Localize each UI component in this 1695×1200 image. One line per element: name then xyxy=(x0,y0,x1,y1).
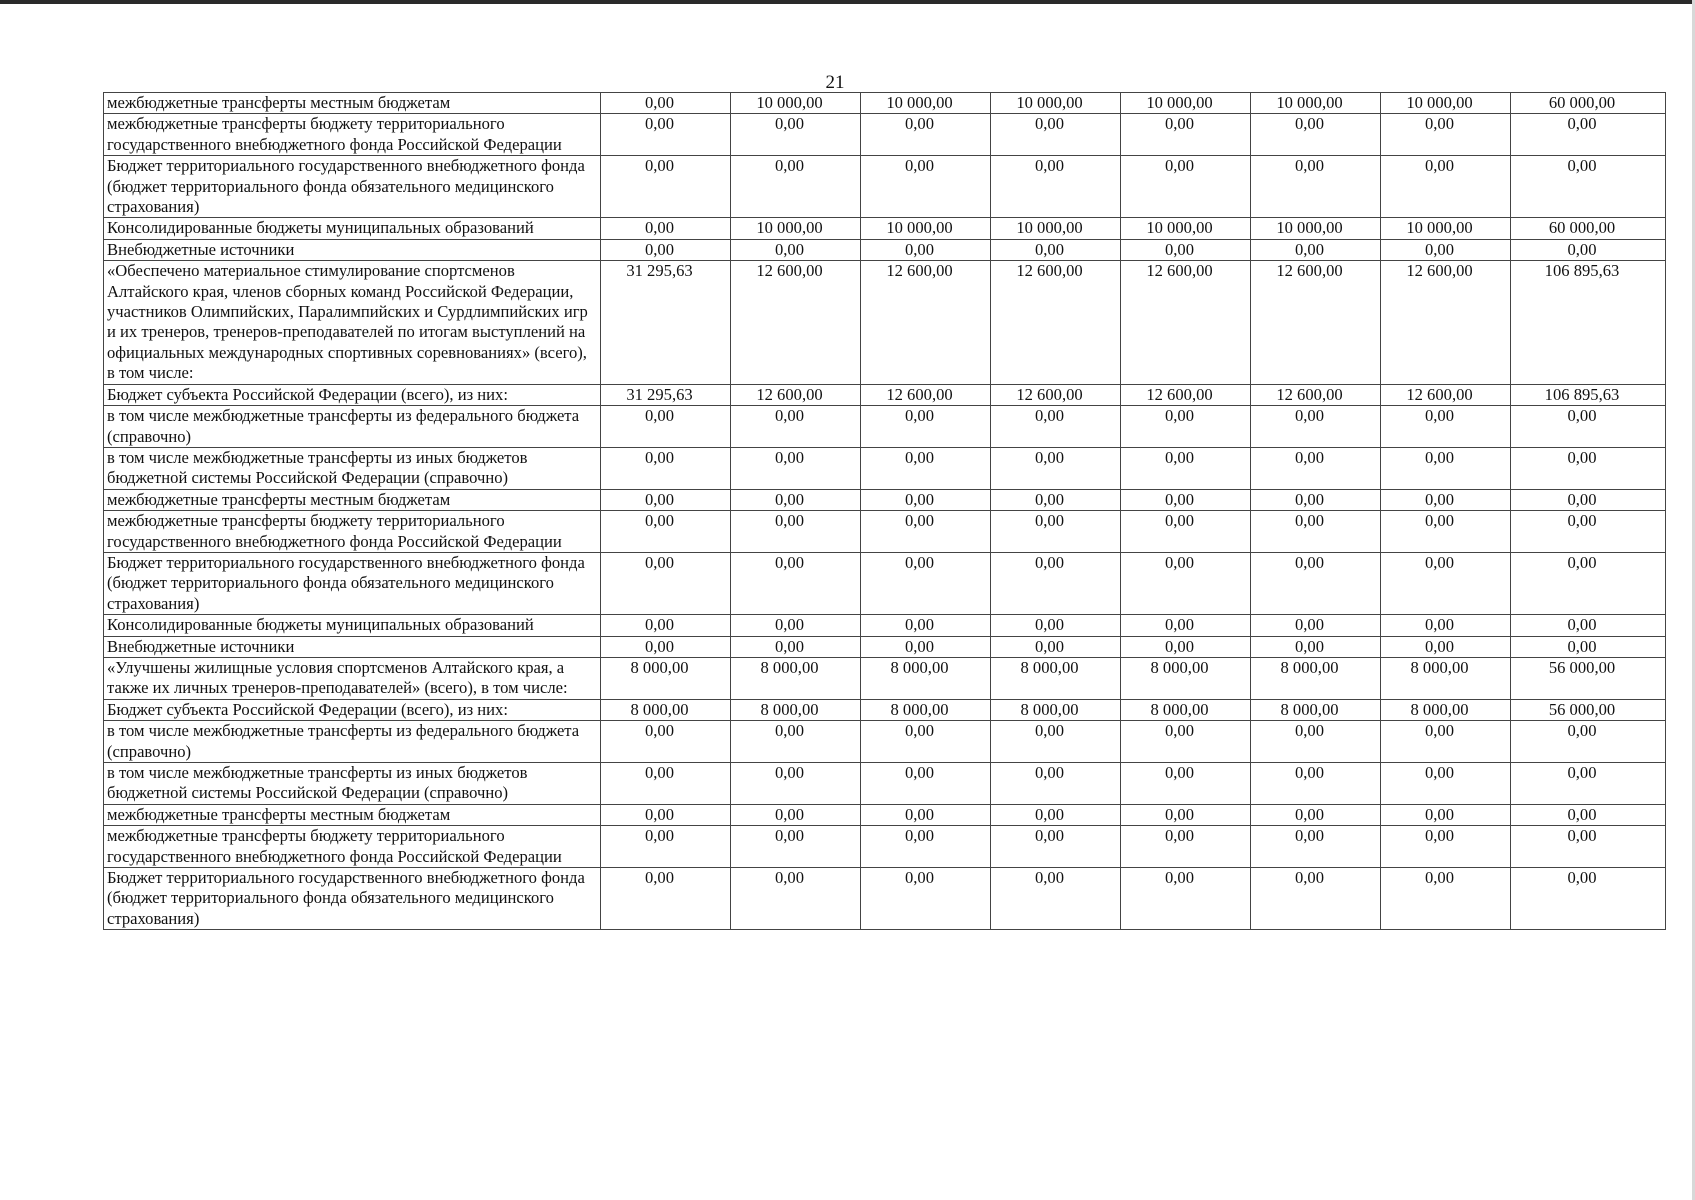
row-label: Внебюджетные источники xyxy=(104,239,601,260)
row-value-cell: 0,00 xyxy=(731,447,861,489)
row-value-cell: 0,00 xyxy=(1121,615,1251,636)
row-value-cell: 0,00 xyxy=(861,406,991,448)
row-value-cell: 0,00 xyxy=(991,511,1121,553)
row-value-cell: 10 000,00 xyxy=(1121,93,1251,114)
row-value-cell: 12 600,00 xyxy=(1121,384,1251,405)
table-row xyxy=(104,218,1666,239)
row-value-cell: 0,00 xyxy=(1381,489,1511,510)
row-value-cell: 0,00 xyxy=(1121,763,1251,805)
row-total-cell: 0,00 xyxy=(1511,114,1666,156)
row-value-cell: 0,00 xyxy=(1381,447,1511,489)
row-value-cell: 0,00 xyxy=(861,868,991,930)
row-label: «Обеспечено материальное стимулирование спортсменов Алтайского края, членов сборных команд Российской Федерации, участников Олимпийских, Паралимпийских и Сурдлимпийских игр и их тренеров, тренеров-преподавателей по итогам выступлений на официальных международных спортивных соревнованиях» (всего), в том числе: xyxy=(104,261,601,384)
row-value-cell: 0,00 xyxy=(1381,511,1511,553)
row-value-cell: 0,00 xyxy=(731,156,861,218)
row-label: в том числе межбюджетные трансферты из федерального бюджета (справочно) xyxy=(104,721,601,763)
row-value-cell: 0,00 xyxy=(861,615,991,636)
row-value-cell: 0,00 xyxy=(731,615,861,636)
row-total-cell: 0,00 xyxy=(1511,511,1666,553)
row-label: Консолидированные бюджеты муниципальных образований xyxy=(104,615,601,636)
row-value-cell: 0,00 xyxy=(991,239,1121,260)
row-value-cell: 0,00 xyxy=(1121,156,1251,218)
table-row xyxy=(104,156,1666,218)
row-value-cell: 0,00 xyxy=(1121,114,1251,156)
row-value-cell: 0,00 xyxy=(601,218,731,239)
row-total-cell: 0,00 xyxy=(1511,447,1666,489)
row-label: Бюджет территориального государственного внебюджетного фонда (бюджет территориального фонда обязательного медицинского страхования) xyxy=(104,552,601,614)
row-value-cell: 8 000,00 xyxy=(861,657,991,699)
table-row xyxy=(104,615,1666,636)
row-value-cell: 0,00 xyxy=(1381,763,1511,805)
row-value-cell: 0,00 xyxy=(601,489,731,510)
row-value-cell: 0,00 xyxy=(601,868,731,930)
row-value-cell: 0,00 xyxy=(1121,804,1251,825)
row-value-cell: 0,00 xyxy=(731,868,861,930)
table-row xyxy=(104,826,1666,868)
table-row xyxy=(104,763,1666,805)
row-value-cell: 12 600,00 xyxy=(1251,384,1381,405)
row-value-cell: 0,00 xyxy=(861,826,991,868)
row-value-cell: 0,00 xyxy=(601,721,731,763)
row-total-cell: 0,00 xyxy=(1511,763,1666,805)
row-value-cell: 0,00 xyxy=(1251,406,1381,448)
row-value-cell: 0,00 xyxy=(731,239,861,260)
row-value-cell: 0,00 xyxy=(861,114,991,156)
row-value-cell: 0,00 xyxy=(1381,868,1511,930)
row-label: в том числе межбюджетные трансферты из иных бюджетов бюджетной системы Российской Федерации (справочно) xyxy=(104,447,601,489)
row-value-cell: 10 000,00 xyxy=(1251,93,1381,114)
row-value-cell: 0,00 xyxy=(991,615,1121,636)
budget-table xyxy=(103,92,1666,930)
row-value-cell: 0,00 xyxy=(1381,239,1511,260)
table-row xyxy=(104,447,1666,489)
row-value-cell: 8 000,00 xyxy=(861,699,991,720)
row-value-cell: 12 600,00 xyxy=(1121,261,1251,384)
row-total-cell: 56 000,00 xyxy=(1511,699,1666,720)
row-value-cell: 8 000,00 xyxy=(1121,699,1251,720)
row-value-cell: 10 000,00 xyxy=(861,93,991,114)
row-value-cell: 0,00 xyxy=(1251,763,1381,805)
row-value-cell: 10 000,00 xyxy=(731,93,861,114)
row-label: межбюджетные трансферты бюджету территориального государственного внебюджетного фонда Российской Федерации xyxy=(104,114,601,156)
row-value-cell: 0,00 xyxy=(1251,868,1381,930)
table-row xyxy=(104,114,1666,156)
row-value-cell: 0,00 xyxy=(601,511,731,553)
row-value-cell: 0,00 xyxy=(991,406,1121,448)
row-value-cell: 0,00 xyxy=(1251,721,1381,763)
table-row xyxy=(104,699,1666,720)
table-row xyxy=(104,511,1666,553)
table-row xyxy=(104,93,1666,114)
row-value-cell: 0,00 xyxy=(731,114,861,156)
row-total-cell: 0,00 xyxy=(1511,636,1666,657)
row-label: межбюджетные трансферты местным бюджетам xyxy=(104,93,601,114)
row-label: межбюджетные трансферты местным бюджетам xyxy=(104,804,601,825)
row-value-cell: 0,00 xyxy=(1121,489,1251,510)
row-total-cell: 0,00 xyxy=(1511,615,1666,636)
row-value-cell: 0,00 xyxy=(1251,447,1381,489)
row-value-cell: 0,00 xyxy=(601,156,731,218)
row-value-cell: 0,00 xyxy=(731,826,861,868)
row-value-cell: 10 000,00 xyxy=(1381,93,1511,114)
row-value-cell: 0,00 xyxy=(1381,552,1511,614)
table-row xyxy=(104,384,1666,405)
row-value-cell: 0,00 xyxy=(601,804,731,825)
row-value-cell: 8 000,00 xyxy=(1381,657,1511,699)
row-value-cell: 0,00 xyxy=(1381,721,1511,763)
row-value-cell: 0,00 xyxy=(1121,447,1251,489)
row-label: Бюджет субъекта Российской Федерации (всего), из них: xyxy=(104,384,601,405)
row-total-cell: 0,00 xyxy=(1511,489,1666,510)
row-value-cell: 0,00 xyxy=(731,721,861,763)
row-value-cell: 0,00 xyxy=(861,763,991,805)
row-label: межбюджетные трансферты бюджету территориального государственного внебюджетного фонда Российской Федерации xyxy=(104,511,601,553)
row-value-cell: 8 000,00 xyxy=(601,657,731,699)
row-label: в том числе межбюджетные трансферты из иных бюджетов бюджетной системы Российской Федерации (справочно) xyxy=(104,763,601,805)
row-value-cell: 0,00 xyxy=(1381,804,1511,825)
row-value-cell: 0,00 xyxy=(601,826,731,868)
table-row xyxy=(104,868,1666,930)
row-value-cell: 0,00 xyxy=(1121,511,1251,553)
row-value-cell: 0,00 xyxy=(991,489,1121,510)
row-label: Бюджет субъекта Российской Федерации (всего), из них: xyxy=(104,699,601,720)
table-row xyxy=(104,489,1666,510)
row-total-cell: 60 000,00 xyxy=(1511,218,1666,239)
row-value-cell: 0,00 xyxy=(1121,406,1251,448)
row-value-cell: 0,00 xyxy=(991,868,1121,930)
table-row xyxy=(104,552,1666,614)
row-total-cell: 0,00 xyxy=(1511,239,1666,260)
row-value-cell: 0,00 xyxy=(731,552,861,614)
row-value-cell: 0,00 xyxy=(601,636,731,657)
row-value-cell: 0,00 xyxy=(1251,826,1381,868)
table-row xyxy=(104,239,1666,260)
row-value-cell: 0,00 xyxy=(1251,552,1381,614)
row-value-cell: 0,00 xyxy=(601,552,731,614)
row-total-cell: 0,00 xyxy=(1511,826,1666,868)
row-label: межбюджетные трансферты бюджету территориального государственного внебюджетного фонда Российской Федерации xyxy=(104,826,601,868)
row-value-cell: 0,00 xyxy=(861,447,991,489)
table-row xyxy=(104,804,1666,825)
row-value-cell: 0,00 xyxy=(731,511,861,553)
row-value-cell: 0,00 xyxy=(861,804,991,825)
row-value-cell: 0,00 xyxy=(1381,615,1511,636)
row-value-cell: 0,00 xyxy=(1121,721,1251,763)
table-row xyxy=(104,657,1666,699)
row-total-cell: 106 895,63 xyxy=(1511,384,1666,405)
row-value-cell: 10 000,00 xyxy=(1121,218,1251,239)
row-value-cell: 0,00 xyxy=(1121,552,1251,614)
row-value-cell: 0,00 xyxy=(731,406,861,448)
table-row xyxy=(104,636,1666,657)
row-value-cell: 8 000,00 xyxy=(1251,657,1381,699)
row-value-cell: 0,00 xyxy=(861,239,991,260)
row-value-cell: 0,00 xyxy=(991,447,1121,489)
row-value-cell: 0,00 xyxy=(731,489,861,510)
row-value-cell: 0,00 xyxy=(1251,489,1381,510)
row-value-cell: 0,00 xyxy=(1251,156,1381,218)
row-value-cell: 12 600,00 xyxy=(731,261,861,384)
row-value-cell: 0,00 xyxy=(991,721,1121,763)
row-value-cell: 12 600,00 xyxy=(991,261,1121,384)
row-value-cell: 10 000,00 xyxy=(991,93,1121,114)
table-row xyxy=(104,721,1666,763)
row-value-cell: 0,00 xyxy=(1251,511,1381,553)
row-value-cell: 0,00 xyxy=(1121,868,1251,930)
row-label: в том числе межбюджетные трансферты из федерального бюджета (справочно) xyxy=(104,406,601,448)
row-label: Внебюджетные источники xyxy=(104,636,601,657)
row-total-cell: 0,00 xyxy=(1511,552,1666,614)
row-value-cell: 12 600,00 xyxy=(1381,261,1511,384)
row-total-cell: 0,00 xyxy=(1511,721,1666,763)
row-value-cell: 0,00 xyxy=(601,93,731,114)
row-value-cell: 0,00 xyxy=(991,552,1121,614)
row-value-cell: 0,00 xyxy=(601,447,731,489)
row-value-cell: 12 600,00 xyxy=(991,384,1121,405)
row-value-cell: 8 000,00 xyxy=(1381,699,1511,720)
row-value-cell: 0,00 xyxy=(991,636,1121,657)
row-value-cell: 8 000,00 xyxy=(991,657,1121,699)
row-value-cell: 0,00 xyxy=(991,114,1121,156)
row-value-cell: 8 000,00 xyxy=(731,657,861,699)
row-value-cell: 0,00 xyxy=(601,239,731,260)
row-value-cell: 0,00 xyxy=(1381,826,1511,868)
row-total-cell: 106 895,63 xyxy=(1511,261,1666,384)
row-label: «Улучшены жилищные условия спортсменов Алтайского края, а также их личных тренеров-преподавателей» (всего), в том числе: xyxy=(104,657,601,699)
table-row xyxy=(104,261,1666,384)
row-value-cell: 0,00 xyxy=(1381,156,1511,218)
row-value-cell: 0,00 xyxy=(861,511,991,553)
row-value-cell: 12 600,00 xyxy=(731,384,861,405)
row-value-cell: 0,00 xyxy=(991,763,1121,805)
row-value-cell: 0,00 xyxy=(1121,636,1251,657)
row-value-cell: 8 000,00 xyxy=(601,699,731,720)
table-row xyxy=(104,406,1666,448)
row-value-cell: 12 600,00 xyxy=(1251,261,1381,384)
row-value-cell: 8 000,00 xyxy=(991,699,1121,720)
row-value-cell: 0,00 xyxy=(1381,636,1511,657)
row-value-cell: 10 000,00 xyxy=(1251,218,1381,239)
row-value-cell: 12 600,00 xyxy=(1381,384,1511,405)
row-value-cell: 0,00 xyxy=(991,826,1121,868)
row-value-cell: 0,00 xyxy=(1381,406,1511,448)
row-label: Бюджет территориального государственного внебюджетного фонда (бюджет территориального фонда обязательного медицинского страхования) xyxy=(104,156,601,218)
row-value-cell: 0,00 xyxy=(731,636,861,657)
row-total-cell: 0,00 xyxy=(1511,156,1666,218)
row-value-cell: 0,00 xyxy=(1121,239,1251,260)
row-value-cell: 0,00 xyxy=(861,721,991,763)
row-total-cell: 0,00 xyxy=(1511,804,1666,825)
row-label: Бюджет территориального государственного внебюджетного фонда (бюджет территориального фонда обязательного медицинского страхования) xyxy=(104,868,601,930)
row-value-cell: 0,00 xyxy=(991,804,1121,825)
budget-table-body xyxy=(104,93,1666,930)
row-value-cell: 0,00 xyxy=(1381,114,1511,156)
row-value-cell: 12 600,00 xyxy=(861,384,991,405)
row-value-cell: 10 000,00 xyxy=(861,218,991,239)
row-total-cell: 0,00 xyxy=(1511,868,1666,930)
row-value-cell: 10 000,00 xyxy=(991,218,1121,239)
row-total-cell: 0,00 xyxy=(1511,406,1666,448)
row-value-cell: 31 295,63 xyxy=(601,384,731,405)
row-value-cell: 0,00 xyxy=(601,114,731,156)
row-value-cell: 0,00 xyxy=(1251,804,1381,825)
row-value-cell: 10 000,00 xyxy=(1381,218,1511,239)
row-total-cell: 60 000,00 xyxy=(1511,93,1666,114)
row-label: межбюджетные трансферты местным бюджетам xyxy=(104,489,601,510)
row-value-cell: 0,00 xyxy=(1251,636,1381,657)
row-value-cell: 31 295,63 xyxy=(601,261,731,384)
row-value-cell: 0,00 xyxy=(861,156,991,218)
row-value-cell: 8 000,00 xyxy=(1121,657,1251,699)
row-value-cell: 12 600,00 xyxy=(861,261,991,384)
row-value-cell: 8 000,00 xyxy=(731,699,861,720)
row-value-cell: 0,00 xyxy=(991,156,1121,218)
row-value-cell: 0,00 xyxy=(601,406,731,448)
row-value-cell: 0,00 xyxy=(861,636,991,657)
row-value-cell: 0,00 xyxy=(1251,615,1381,636)
row-label: Консолидированные бюджеты муниципальных образований xyxy=(104,218,601,239)
row-value-cell: 10 000,00 xyxy=(731,218,861,239)
row-total-cell: 56 000,00 xyxy=(1511,657,1666,699)
scan-border-top xyxy=(0,0,1695,4)
page-number: 21 xyxy=(825,72,845,93)
row-value-cell: 0,00 xyxy=(731,763,861,805)
row-value-cell: 0,00 xyxy=(1121,826,1251,868)
row-value-cell: 0,00 xyxy=(601,763,731,805)
row-value-cell: 0,00 xyxy=(1251,114,1381,156)
row-value-cell: 0,00 xyxy=(731,804,861,825)
row-value-cell: 8 000,00 xyxy=(1251,699,1381,720)
row-value-cell: 0,00 xyxy=(601,615,731,636)
row-value-cell: 0,00 xyxy=(861,489,991,510)
row-value-cell: 0,00 xyxy=(861,552,991,614)
row-value-cell: 0,00 xyxy=(1251,239,1381,260)
